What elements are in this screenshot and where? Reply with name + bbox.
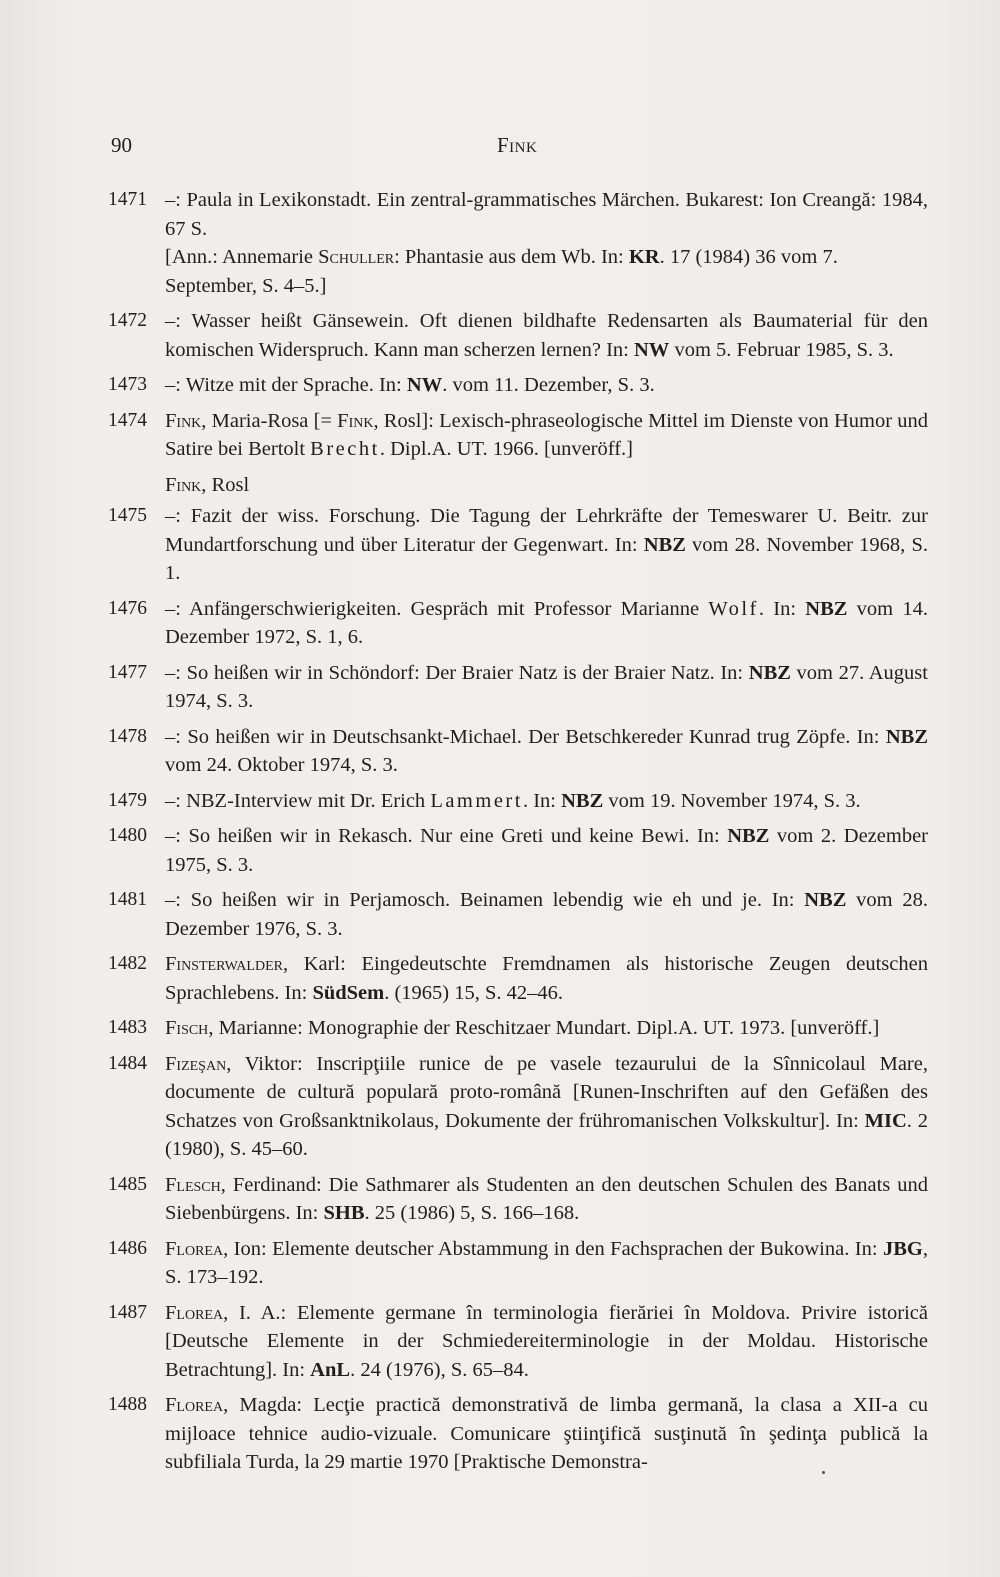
bibliography-entry — [108, 950, 928, 1007]
entry-text-wrap — [165, 822, 928, 879]
entry-journal: JBG — [883, 1237, 923, 1260]
entry-number: 1479 — [108, 789, 147, 811]
entry-text: –: Anfängerschwierigkeiten. Gespräch mit Professor Marianne — [165, 597, 709, 620]
entry-journal: NBZ — [643, 533, 686, 556]
entry-number: 1484 — [108, 1052, 147, 1074]
entry-text: –: NBZ-Interview mit Dr. Erich — [165, 789, 431, 812]
entry-number: 1487 — [108, 1301, 147, 1323]
bibliography-entry — [108, 822, 928, 879]
entry-text-wrap — [165, 659, 928, 716]
entry-text-wrap — [165, 1014, 928, 1043]
entry-journal: NW — [406, 374, 443, 396]
entry-text: –: Paula in Lexikonstadt. Ein zentral-grammatisches Märchen. Bukarest: Ion Creangă: 1984, 67 S. — [165, 189, 928, 240]
entry-journal: KR — [628, 246, 660, 268]
entry-journal: NBZ — [885, 725, 928, 748]
entry-number: 1483 — [108, 1017, 147, 1038]
entry-text-wrap — [165, 371, 928, 400]
entry-text-wrap — [165, 1299, 928, 1385]
author-heading — [108, 471, 928, 500]
entry-text-wrap — [165, 595, 928, 652]
entry-journal: NBZ — [805, 597, 848, 620]
entry-number: 1475 — [108, 505, 147, 526]
entry-number: 1471 — [108, 189, 147, 210]
entry-journal: NBZ — [804, 889, 847, 911]
entry-author: Finsterwalder — [165, 953, 283, 975]
entry-person: Lammert — [430, 789, 523, 812]
entry-author: Fink — [165, 473, 202, 496]
entry-text-wrap — [165, 950, 928, 1007]
entry-text: vom 19. November 1974, S. 3. — [603, 789, 861, 812]
ink-speck — [822, 1471, 825, 1474]
entry-text: vom 5. Februar 1985, S. 3. — [669, 338, 894, 361]
entry-text: . 24 (1976), S. 65–84. — [350, 1358, 529, 1381]
entry-text: . In: — [758, 597, 806, 620]
entry-journal: AnL — [310, 1358, 351, 1381]
entry-number: 1485 — [108, 1173, 147, 1195]
entry-author: Florea — [165, 1394, 224, 1416]
bibliography-entry — [108, 723, 928, 780]
entry-text: vom 27. August 1974, S. 3. — [165, 661, 928, 712]
entry-text: vom 14. Dezember 1972, S. 1, 6. — [165, 597, 928, 648]
bibliography-entries — [108, 186, 928, 1484]
bibliography-entry — [108, 186, 928, 243]
entry-text-wrap — [165, 723, 928, 780]
entry-journal: NBZ — [561, 789, 604, 812]
entry-author: Fink — [165, 409, 202, 432]
entry-annotation — [108, 243, 928, 300]
entry-number: 1474 — [108, 409, 147, 431]
entry-text: . In: — [522, 789, 562, 812]
bibliography-entry — [108, 502, 928, 588]
entry-text: : Phantasie aus dem Wb. In: — [394, 246, 629, 268]
entry-author: Florea — [165, 1237, 224, 1260]
entry-text: , Karl: Eingedeutschte Fremdnamen als historische Zeugen deutschen Sprachlebens. In: — [165, 953, 928, 1004]
entry-text-wrap — [165, 886, 928, 943]
entry-text-wrap — [165, 502, 928, 588]
entry-number: 1480 — [108, 825, 147, 846]
bibliography-entry — [108, 1171, 928, 1228]
entry-journal: NBZ — [748, 661, 791, 684]
entry-text: . 2 (1980), S. 45–60. — [165, 1109, 929, 1160]
entry-number: 1488 — [108, 1394, 147, 1415]
entry-text: , Rosl]: Lexisch-phraseologische Mittel im Dienste von Humor und Satire bei Bertolt — [165, 409, 928, 460]
entry-text: , Marianne: Monographie der Reschitzaer Mundart. Dipl.A. UT. 1973. [unveröff.] — [208, 1017, 880, 1039]
entry-text: –: So heißen wir in Schöndorf: Der Braier Natz is der Braier Natz. In: — [165, 661, 749, 684]
bibliography-entry — [108, 1391, 928, 1477]
entry-text: –: Fazit der wiss. Forschung. Die Tagung der Lehrkräfte der Temeswarer U. Beitr. zur Mundartforschung und über Literatur der Gegenwart. In: — [165, 505, 928, 556]
entry-number: 1476 — [108, 597, 147, 619]
entry-number: 1482 — [108, 953, 147, 974]
entry-journal: NW — [634, 338, 670, 361]
bibliography-entry — [108, 1050, 928, 1164]
entry-text: vom 2. Dezember 1975, S. 3. — [165, 825, 928, 876]
entry-number: 1481 — [108, 889, 147, 910]
entry-author: Flesch — [165, 1173, 221, 1196]
running-head — [111, 133, 927, 163]
bibliography-entry — [108, 371, 928, 400]
entry-author: Fisch — [165, 1017, 209, 1039]
bibliography-entry — [108, 1014, 928, 1043]
bibliography-entry — [108, 1235, 928, 1292]
entry-text: –: Witze mit der Sprache. In: — [165, 374, 407, 396]
bibliography-entry — [108, 307, 928, 364]
entry-text-wrap — [165, 407, 928, 464]
entry-text-wrap — [165, 1050, 928, 1164]
entry-text: , Rosl — [201, 473, 250, 496]
entry-text: , Ferdinand: Die Sathmarer als Studenten an den deutschen Schulen des Banats und Siebenbürgens. In: — [165, 1173, 928, 1224]
entry-text: –: So heißen wir in Perjamosch. Beinamen lebendig wie eh und je. In: — [165, 889, 805, 911]
entry-text-wrap — [165, 307, 928, 364]
entry-author: Florea — [165, 1301, 224, 1324]
entry-number: 1473 — [108, 374, 147, 395]
entry-text: . Dipl.A. UT. 1966. [unveröff.] — [379, 438, 633, 460]
bibliography-entry — [108, 1299, 928, 1385]
entry-journal: NBZ — [727, 825, 770, 847]
bibliography-entry — [108, 787, 928, 816]
entry-text-wrap — [165, 1171, 928, 1228]
entry-journal: MIC — [864, 1109, 907, 1132]
entry-text: vom 28. November 1968, S. 1. — [165, 533, 929, 584]
entry-text-wrap — [165, 1391, 928, 1477]
running-title: Fink — [497, 133, 538, 157]
entry-number: 1472 — [108, 310, 147, 331]
entry-text: –: Wasser heißt Gänsewein. Oft dienen bildhafte Redensarten als Baumaterial für den komischen Widerspruch. Kann man scherzen lernen? In: — [165, 310, 928, 361]
entry-number: 1486 — [108, 1237, 147, 1259]
entry-journal: SHB — [323, 1202, 365, 1224]
entry-text: , Maria-Rosa [= — [201, 409, 338, 432]
entry-text: , Ion: Elemente deutscher Abstammung in den Fachsprachen der Bukowina. In: — [223, 1237, 883, 1260]
entry-text: –: So heißen wir in Deutschsankt-Michael. Der Betschkereder Kunrad trug Zöpfe. In: — [165, 725, 886, 748]
bibliography-entry — [108, 886, 928, 943]
entry-text: , Viktor: Inscripţiile runice de pe vasele tezaurului de la Sînnicolaul Mare, documente de cultură populară proto-română [Runen-Inschriften auf den Gefäßen des Schatzes von Großsanktnikolaus, Dokumente der frühromanischen Volkskultur]. In: — [165, 1052, 928, 1132]
entry-text: . vom 11. Dezember, S. 3. — [442, 374, 655, 396]
entry-text: vom 24. Oktober 1974, S. 3. — [165, 754, 398, 776]
bibliography-entry — [108, 407, 928, 464]
page-number: 90 — [111, 133, 132, 157]
entry-text: . 17 (1984) 36 vom 7. September, S. 4–5.] — [165, 246, 838, 297]
entry-text: , I. A.: Elemente germane în terminologia fierăriei în Moldova. Privire istorică [Deutsche Elemente in der Schmiedereiterminologie in der Moldau. Historische Betrachtung]. In: — [165, 1301, 928, 1381]
entry-author: Fink — [337, 409, 374, 432]
entry-journal: SüdSem — [312, 981, 385, 1004]
bibliography-entry — [108, 595, 928, 652]
entry-text: vom 28. Dezember 1976, S. 3. — [165, 889, 928, 940]
entry-author: Schuller — [318, 246, 395, 268]
entry-text: , S. 173–192. — [165, 1237, 928, 1288]
entry-number: 1478 — [108, 725, 147, 747]
entry-text-wrap — [165, 787, 928, 816]
entry-text: , Magda: Lecţie practică demonstrativă de limba germană, la clasa a XII-a cu mijloace tehnice audio-vizuale. Comunicare ştiinţifică susţinută în şedinţa publică la subfiliala Turda, la 29 martie 1970 [Praktische Demonstra- — [165, 1394, 928, 1473]
entry-text: –: So heißen wir in Rekasch. Nur eine Greti und keine Bewi. In: — [165, 825, 728, 847]
entry-person: Wolf — [708, 597, 759, 620]
entry-text: . (1965) 15, S. 42–46. — [384, 981, 564, 1004]
entry-text: [Ann.: Annemarie — [165, 246, 319, 268]
entry-number: 1477 — [108, 661, 147, 683]
bibliography-entry — [108, 659, 928, 716]
entry-text: . 25 (1986) 5, S. 166–168. — [364, 1202, 580, 1224]
entry-text-wrap — [165, 1235, 928, 1292]
entry-person: Brecht — [310, 438, 380, 460]
entry-author: Fizeşan — [165, 1052, 227, 1075]
